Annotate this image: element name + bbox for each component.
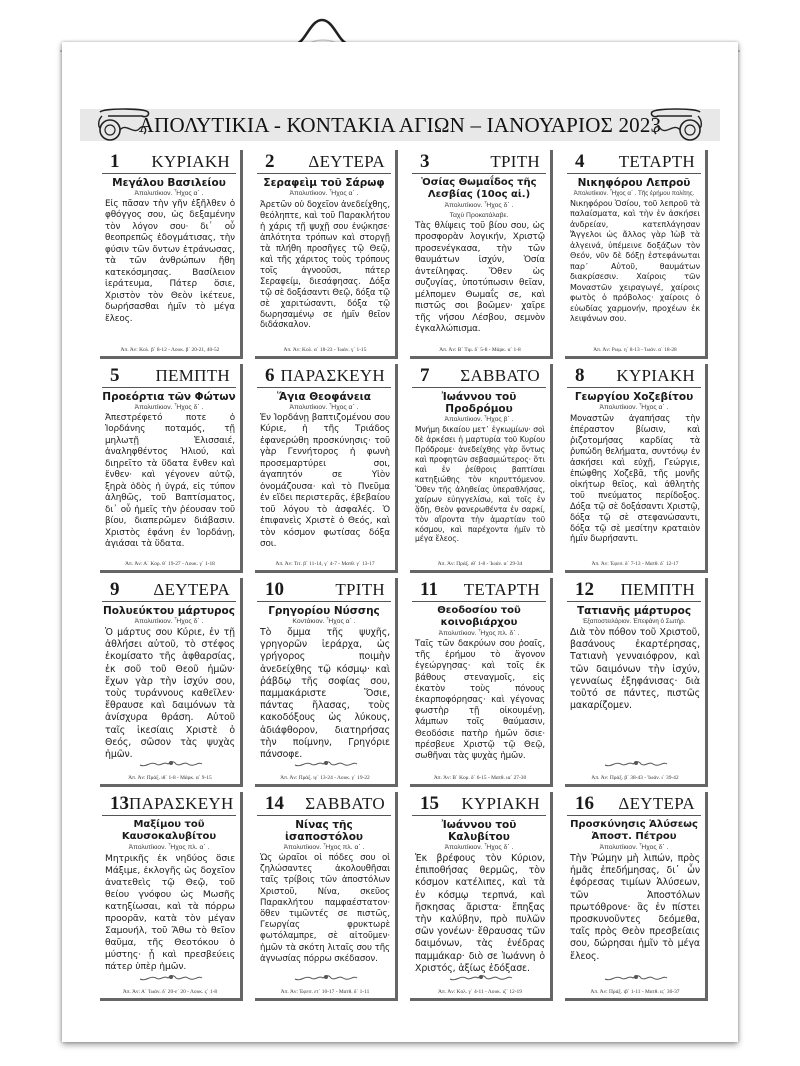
day-card-header — [102, 364, 236, 388]
weekday-name: ΔΕΥΤΕΡΑ — [308, 152, 385, 171]
page-header — [80, 109, 720, 141]
weekday-name: ΔΕΥΤΕΡΑ — [153, 580, 230, 599]
day-card-header — [102, 578, 236, 602]
scripture-reading: Ἀπ. Ἀν: Πράξ. ιθ΄ 1-8 - Μάρκ. α΄ 9-15 — [128, 775, 212, 781]
saint-name: Ἰωάννου τοῦ Καλυβίτου — [441, 819, 517, 843]
hymn-tone: Ἀπολυτίκιον. Ἦχος δ΄ . — [134, 618, 204, 625]
hymn-tone: Ἀπολυτίκιον. Ἦχος δ΄ . — [599, 844, 669, 851]
saint-name: Ὁσίας Θωμαΐδος τῆς Λεσβίας (10ος αἰ.) — [421, 177, 537, 200]
weekday-name: ΤΕΤΑΡΤΗ — [618, 152, 695, 171]
hymn-text: Ἀπεστρέφετό ποτε ὁ Ἰορδάνης ποταμός, τῇ μηλωτῇ Ἐλισσαιέ, ἀναληφθέντος Ἠλιού, καὶ διηρεῖτο τὰ ὕδατα ἔνθεν καὶ ἔνθεν· καὶ γέγονεν αὐτῷ, ξηρὰ ὁδὸς ἡ ὑγρά, εἰς τύπον ἀληθῶς, τοῦ Βαπτίσματος, δι᾽ οὗ ἡμεῖς τὴν ῥέουσαν τοῦ βίου, διαπερῶμεν διάβασιν. Χριστὸς ἐφάνη ἐν Ἰορδάνῃ, ἁγιάσαι τὰ ὕδατα. — [105, 413, 235, 549]
saint-name: Γεωργίου Χοζεβίτου — [574, 391, 694, 403]
day-grid — [100, 150, 710, 1022]
day-card-header — [412, 364, 546, 388]
day-card-header — [257, 150, 391, 174]
hymn-tone: Ἀπολυτίκιον. Ἦχος δ΄ . — [444, 844, 514, 851]
day-card-header — [412, 150, 546, 174]
saint-name: Θεοδοσίου τοῦ κοινοβιάρχου — [437, 605, 521, 628]
day-card — [255, 578, 398, 787]
day-number: 12 — [575, 579, 594, 600]
day-card — [255, 364, 398, 573]
day-card — [410, 792, 553, 1001]
hymn-text: Διὰ τὸν πόθον τοῦ Χριστοῦ, βασάνους ἐκαρτέρησας, Τατιανὴ γενναιόφρον, καὶ τῶν δαιμόνων τὴν ἰσχύν, γενναίως ἐξηφάνισας· διὰ τοῦτό σε πάντες, πιστῶς μακαρίζομεν. — [570, 627, 700, 712]
flourish-ornament-icon — [603, 759, 669, 769]
hymn-tone: Ἀπολυτίκιον. Ἦχος α΄ . — [289, 190, 359, 197]
hymn-text: Ὁ μάρτυς σου Κύριε, ἐν τῇ ἀθλήσει αὐτοῦ, τὸ στέφος ἐκομίσατο τῆς ἀφθαρσίας, ἐκ σοῦ τοῦ Θεοῦ ἡμῶν· ἔχων γὰρ τὴν ἰσχύν σου, τοὺς τυράννους καθεῖλεν· ἔθραυσε καὶ δαιμόνων τὰ ἀνίσχυρα θράση. Αὐτοῦ ταῖς ἱκεσίαις Χριστὲ ὁ Θεός, σῶσον τὰς ψυχὰς ἡμῶν. — [105, 627, 235, 761]
hymn-tone: Ἀπολυτίκιον. Ἦχος δ΄ . — [134, 404, 204, 411]
saint-name: Νίνας τῆς ἰσαποστόλου — [284, 819, 364, 843]
day-number: 5 — [110, 365, 120, 386]
scripture-reading: Ἀπ. Ἀν: Ρωμ. η΄ 8-13 - Ἰωάν. α΄ 18-28 — [593, 347, 677, 353]
day-card-header — [567, 364, 701, 388]
right-ornament-icon — [646, 106, 706, 144]
hymn-tone: Ἀπολυτίκιον. Ἦχος α΄ . Τῆς ἐρήμου πολίτης. — [573, 190, 695, 197]
hymn-text: Ἀρετῶν οὐ δοχεῖον ἀνεδείχθης, θεόληπτε, καὶ τοῦ Παρακλήτου ἡ χάρις τῇ ψυχῇ σου ἐνῴκησε· ἁπλότητα τρόπων καὶ στοργῇ τὰ πλήθη προσῆγες τῷ Θεῷ, καὶ τῆς χάριτος τοὺς τρόπους τοῖς ἀγνοοῦσι, πάτερ Σεραφείμ, διεσάφησας. Δόξα τῷ σὲ δοξάσαντι Θεῷ, δόξα τῷ σὲ χαριτώσαντι, δόξα τῷ δωρησαμένῳ σε ἡμῖν θεῖον διδάσκαλον. — [260, 199, 390, 330]
scripture-reading: Ἀπ. Ἀν: Τιτ. β΄ 11-14, γ΄ 4-7 - Ματθ. γ΄ 13-17 — [275, 561, 375, 567]
day-number: 15 — [420, 793, 439, 814]
hymn-text: Ταῖς τῶν δακρύων σου ῥοαῖς, τῆς ἐρήμου τὸ ἄγονον ἐγεώργησας· καὶ τοῖς ἐκ βάθους στεναγμοῖς, εἰς ἑκατὸν τοὺς πόνους ἐκαρποφόρησας· καὶ γέγονας φωστὴρ τῇ οἰκουμένῃ, λάμπων τοῖς θαύμασιν, Θεοδόσιε πατὴρ ἡμῶν ὅσιε· πρέσβευε Χριστῷ τῷ Θεῷ, σωθῆναι τὰς ψυχὰς ἡμῶν. — [415, 639, 545, 762]
day-number: 8 — [575, 365, 585, 386]
weekday-name: ΤΕΤΑΡΤΗ — [463, 580, 540, 599]
scripture-reading: Ἀπ. Ἀν: Α΄ Κορ. θ΄ 19-27 - Λουκ. γ΄ 1-18 — [125, 561, 215, 567]
day-card-header — [257, 578, 391, 602]
day-number: 4 — [575, 151, 585, 172]
scripture-reading: Ἀπ. Ἀν: Πράξ. ιγ΄ 13-24 - Λουκ. γ΄ 19-22 — [280, 775, 370, 781]
day-card-header — [102, 792, 236, 816]
day-card — [100, 792, 243, 1001]
day-card-header — [102, 150, 236, 174]
saint-name: Μεγάλου Βασιλείου — [112, 177, 226, 189]
scripture-reading: Ἀπ. Ἀν: Β΄ Κορ. δ΄ 6-15 - Ματθ. ια΄ 27-30 — [433, 775, 527, 781]
weekday-name: ΣΑΒΒΑΤΟ — [460, 366, 540, 385]
scripture-reading: Ἀπ. Ἀν: Ἐφεσ. δ΄ 7-13 - Ματθ. δ΄ 12-17 — [591, 561, 679, 567]
day-card-header — [412, 578, 546, 602]
saint-name: Προεόρτια τῶν Φώτων — [102, 391, 236, 403]
saint-name: Προσκύνησις Ἁλύσεως Ἀποστ. Πέτρου — [570, 819, 698, 842]
hymn-tone: Ἀπολυτίκιον. Ἦχος β΄ . — [444, 416, 514, 423]
weekday-name: ΚΥΡΙΑΚΗ — [151, 152, 230, 171]
hymn-text: Εἰς πᾶσαν τὴν γῆν ἐξῆλθεν ὁ φθόγγος σου, ὡς δεξαμένην τὸν λόγον σου· δι᾽ οὗ θεοπρεπῶς ἐδογμάτισας, τὴν φύσιν τῶν ὄντων ἐτράνωσας, τὰ τῶν ἀνθρώπων ἤθη κατεκόσμησας. Βασίλειον ἱεράτευμα, Πάτερ ὅσιε, Χριστὸν τὸν Θεὸν ἱκέτευε, δωρήσασθαι ἡμῖν τὸ μέγα ἔλεος. — [105, 199, 235, 324]
day-number: 13 — [110, 793, 129, 814]
scripture-reading: Ἀπ. Ἀν: Κολ. α΄ 18-23 - Ἰωάν. γ΄ 1-15 — [283, 347, 367, 353]
flourish-ornament-icon — [448, 973, 514, 983]
weekday-name: ΠΕΜΠΤΗ — [620, 580, 695, 599]
scripture-reading: Ἀπ. Ἀν: Πράξ. β΄ 38-43 - Ἰωάν. ι΄ 39-42 — [591, 775, 679, 781]
scripture-reading: Ἀπ. Ἀν: Α΄ Ἰωάν. δ΄ 20-ε΄ 20 - Λουκ. ς΄ 1-8 — [122, 989, 218, 995]
day-card — [410, 364, 553, 573]
hymn-text: Ἐν Ἰορδάνῃ βαπτιζομένου σου Κύριε, ἡ τῆς Τριάδος ἐφανερώθη προσκύνησις· τοῦ γὰρ Γεννήτορος ἡ φωνὴ προσεμαρτύρει σοι, ἀγαπητόν σε Υἱὸν ὀνομάζουσα· καὶ τὸ Πνεῦμα ἐν εἴδει περιστερᾶς, ἐβεβαίου τοῦ λόγου τὸ ἀσφαλές. Ὁ ἐπιφανεὶς Χριστὲ ὁ Θεός, καὶ τὸν κόσμον φωτίσας δόξα σοι. — [260, 413, 390, 549]
weekday-name: ΤΡΙΤΗ — [490, 152, 540, 171]
hymn-tone: Ἀπολυτίκιον. Ἦχος πλ. δ΄ . — [438, 630, 520, 637]
day-card — [255, 792, 398, 1001]
weekday-name: ΠΑΡΑΣΚΕΥΗ — [129, 794, 234, 813]
hymn-tone: Ἀπολυτίκιον. Ἦχος α΄ . — [599, 404, 669, 411]
scripture-reading: Ἀπ. Ἀν: Κολ. β΄ 8-12 - Λουκ. β΄ 20-21, 40-52 — [120, 347, 220, 353]
hymn-text: Τὸ ὄμμα τῆς ψυχῆς, γρηγορῶν ἱεράρχα, ὡς γρήγορος ποιμὴν ἀνεδείχθης τῷ κόσμῳ· καὶ ῥάβδῳ τῆς σοφίας σου, παμμακάριστε Ὅσιε, πάντας ἤλασας, τοὺς κακοδόξους ὡς λύκους, ἀδιάφθορον, διατηρήσας τὴν ποίμνην, Γρηγόριε πάνσοφε. — [260, 627, 390, 761]
scripture-reading: Ἀπ. Ἀν: Β΄ Τιμ. δ΄ 5-8 - Μάρκ. α΄ 1-8 — [439, 347, 521, 353]
day-card — [565, 578, 708, 787]
hymn-tone: Ἀπολυτίκιον. Ἦχος πλ. α΄ . — [128, 844, 210, 851]
saint-name: Μαξίμου τοῦ Καυσοκαλυβίτου — [121, 819, 217, 842]
left-ornament-icon — [94, 106, 154, 144]
scripture-reading: Ἀπ. Ἀν: Κολ. γ΄ 4-11 - Λουκ. ιζ΄ 12-19 — [438, 989, 522, 995]
saint-name: Νικηφόρου Λεπροῦ — [577, 177, 691, 189]
weekday-name: ΠΑΡΑΣΚΕΥΗ — [280, 366, 385, 385]
flourish-ornament-icon — [138, 759, 204, 769]
weekday-name: ΔΕΥΤΕΡΑ — [618, 794, 695, 813]
day-card — [255, 150, 398, 359]
day-number: 11 — [420, 579, 438, 600]
day-card-header — [257, 792, 391, 816]
day-card — [565, 150, 708, 359]
weekday-name: ΣΑΒΒΑΤΟ — [305, 794, 385, 813]
day-card-header — [567, 792, 701, 816]
saint-name: Τατιανῆς μάρτυρος — [576, 605, 692, 617]
hymn-tone: Ἐξαποστειλάριον. Ἐπεφάνη ὁ Σωτήρ. — [582, 618, 686, 625]
hymn-text: Μητρικῆς ἐκ νηδύος ὅσιε Μάξιμε, ἐκλογῆς ὡς δοχεῖον ἀνατεθεὶς τῷ Θεῷ, τοῦ θείου γνόφου ὡς Μωσῆς κατηξίωσαι, καὶ τὰ πόρρω προορᾶν, κατὰ τὸν μέγαν Σαμουήλ, τοῦ Ἄθω τὸ θεῖον θαῦμα, τῆς Θεοτόκου ὁ μύστης· ᾗ καὶ πρεσβεύεις πάτερ ὑπὲρ ἡμῶν. — [105, 853, 235, 972]
day-card — [100, 150, 243, 359]
hymn-text: Τὴν Ῥώμην μὴ λιπών, πρὸς ἡμᾶς ἐπεδήμησας, δι᾽ ὧν ἐφόρεσας τιμίων Ἁλύσεων, τῶν Ἀποστόλων πρωτόθρονε· ἃς ἐν πίστει προσκυνοῦντες δεόμεθα, ταῖς πρὸς Θεὸν πρεσβείαις σου, δώρησαι ἡμῖν τὸ μέγα ἔλεος. — [570, 853, 700, 962]
saint-name: Πολυεύκτου μάρτυρος — [103, 605, 235, 617]
day-card — [565, 364, 708, 573]
weekday-name: ΚΥΡΙΑΚΗ — [461, 794, 540, 813]
hymn-tone: Ἀπολυτίκιον. Ἦχος α΄ . — [289, 404, 359, 411]
weekday-name: ΤΡΙΤΗ — [335, 580, 385, 599]
hymn-text: Τὰς θλίψεις τοῦ βίου σου, ὡς προσφορὰν λογικήν, Χριστῷ προσενέγκασα, τὴν τῶν θαυμάτων ἰσχύν, Ὁσία ἀντείληφας. Ὅθεν ὡς συζυγίας, ὑποτύπωσιν θεῖαν, μέλπομεν Θωμαΐς σε, καὶ πιστῶς σοι βοῶμεν· χαῖρε τῆς νήσου Λέσβου, σεμνὸν ἐγκαλλώπισμα. — [415, 221, 545, 335]
day-number: 9 — [110, 579, 120, 600]
page-title: ΑΠΟΛΥΤΙΚΙΑ - ΚΟΝΤΑΚΙΑ ΑΓΙΩΝ – ΙΑΝΟΥΑΡΙΟΣ 2023 — [138, 112, 662, 137]
hymn-melody: Ταχὺ Προκατάλαβε. — [449, 212, 509, 219]
day-number: 3 — [420, 151, 430, 172]
day-number: 14 — [265, 793, 284, 814]
hymn-tone: Ἀπολυτίκιον. Ἦχος α΄ . — [134, 190, 204, 197]
day-card — [100, 578, 243, 787]
day-card — [565, 792, 708, 1001]
scripture-reading: Ἀπ. Ἀν: Ἐφεσ. ετ΄ 10-17 - Ματθ. δ΄ 1-11 — [280, 989, 370, 995]
flourish-ornament-icon — [603, 973, 669, 983]
day-number: 6 — [265, 365, 275, 386]
day-card-header — [567, 578, 701, 602]
hymn-tone: Ἀπολυτίκιον. Ἦχος πλ. α΄ . — [283, 844, 365, 851]
scripture-reading: Ἀπ. Ἀν: Πράξ. ιβ΄ 1-11 - Ματθ. ιϛ΄ 30-37 — [590, 989, 680, 995]
hymn-tone: Ἀπολυτίκιον. Ἦχος δ΄ . — [444, 202, 514, 209]
saint-name: Σεραφεὶμ τοῦ Σάρωφ — [263, 177, 385, 189]
weekday-name: ΠΕΜΠΤΗ — [155, 366, 230, 385]
saint-name: Ἅγια Θεοφάνεια — [277, 391, 371, 403]
day-card-header — [567, 150, 701, 174]
day-number: 7 — [420, 365, 430, 386]
hymn-tone: Κοντάκιον. Ἦχος α΄ . — [292, 618, 356, 625]
day-number: 16 — [575, 793, 594, 814]
day-card-header — [257, 364, 391, 388]
hymn-text: Ὡς ὡραῖοι οἱ πόδες σου οἱ ζηλώσαντες ἀκολουθῆσαι ταῖς τρίβοις τῶν ἀποστόλων Χριστοῦ, Νίνα, σκεῦος Παρακλήτου παμφαέστατον· ὅθεν τιμῶντές σε πιστῶς, Γεωργίας φρυκτωρὲ φωτόλαμπρε, σὲ αἰτοῦμεν· ἡμῶν τὰ σκότη λιταῖς σου τῆς ἀγνωσίας πόρρω σκέδασον. — [260, 853, 390, 964]
flourish-ornament-icon — [138, 973, 204, 983]
day-card-header — [412, 792, 546, 816]
saint-name: Γρηγορίου Νύσσης — [268, 605, 380, 617]
day-number: 1 — [110, 151, 120, 172]
hymn-text: Μοναστῶν ἀγαπήσας τὴν ἐπέραστον βίωσιν, καὶ ῥιζοτομήσας καρδίας τὰ ῥυπώδη θελήματα, συντόνῳ ἐν ἀσκήσει καὶ εὐχῇ, Γεώργιε, ἐπώφθης Χοζεβᾶ, τῆς μονῆς οἰκήτωρ θεῖος, καὶ ἀθλητὴς τοῦ πνεύματος περίδοξος. Δόξα τῷ σὲ δοξάσαντι Χριστῷ, δόξα τῷ σὲ στεφανώσαντι, δόξα τῷ σὲ μεσίτην κραταιὸν ἡμῖν δωρήσαντι. — [570, 413, 700, 544]
day-number: 2 — [265, 151, 275, 172]
hymn-text: Μνήμη δικαίου μετ᾽ ἐγκωμίων· σοὶ δὲ ἀρκέσει ἡ μαρτυρία τοῦ Κυρίου Πρόδρομε· ἀνεδείχθης γὰρ ὄντως καὶ προφητῶν σεβασμιώτερος· ὅτι καὶ ἐν ῥείθροις βαπτίσαι κατηξιώθης τὸν κηρυττόμενον. Ὅθεν τῆς ἀληθείας ὑπεραθλήσας, χαίρων εὐηγγελίσω, καὶ τοῖς ἐν ᾅδῃ, Θεὸν φανερωθέντα ἐν σαρκί, τὸν αἴροντα τὴν ἁμαρτίαν τοῦ κόσμου, καὶ παρέχοντα ἡμῖν τὸ μέγα ἔλεος. — [415, 425, 545, 544]
scripture-reading: Ἀπ. Ἀν: Πράξ. ιθ΄ 1-8 - Ἰωάν. α΄ 29-34 — [437, 561, 523, 567]
day-card — [410, 578, 553, 787]
saint-name: Ἰωάννου τοῦ Προδρόμου — [441, 391, 517, 415]
day-card — [410, 150, 553, 359]
hymn-text: Ἐκ βρέφους τὸν Κύριον, ἐπιποθήσας θερμῶς, τὸν κόσμον κατέλιπες, καὶ τὰ ἐν κόσμῳ τερπνά, καὶ ἤσκησας ἄριστα· ἔπηξας τὴν καλύβην, πρὸ πυλῶν σῶν γονέων· ἔθραυσας τῶν δαιμόνων, τὰς ἐνέδρας παμμάκαρ· διὸ σε Ἰωάννη ὁ Χριστός, ἀξίως ἐδόξασε. — [415, 853, 545, 974]
hymn-text: Νικηφόρου Ὁσίου, τοῦ λεπροῦ τὰ παλαίσματα, καὶ τὴν ἐν ἀσκήσει ἀνδρείαν, κατεπλάγησαν Ἄγγελοι ὡς ἄλλος γὰρ Ἰὼβ τὰ ἀλγεινά, ὑπέμεινε δοξάζων τὸν Θεόν, νῦν δὲ δόξῃ ἐστεφάνωται παρ᾽ Αὐτοῦ, θαυμάτων διακρίσεσιν. Χαίροις τῶν Μοναστῶν χειραγωγέ, χαίροις φωτὸς ὁ πρόβολος· χαίροις ὁ εὐωδίας χαρμονήν, προχέων ἐκ λειψάνων σου. — [570, 199, 700, 323]
day-number: 10 — [265, 579, 284, 600]
flourish-ornament-icon — [293, 973, 359, 983]
weekday-name: ΚΥΡΙΑΚΗ — [616, 366, 695, 385]
flourish-ornament-icon — [293, 759, 359, 769]
day-card — [100, 364, 243, 573]
